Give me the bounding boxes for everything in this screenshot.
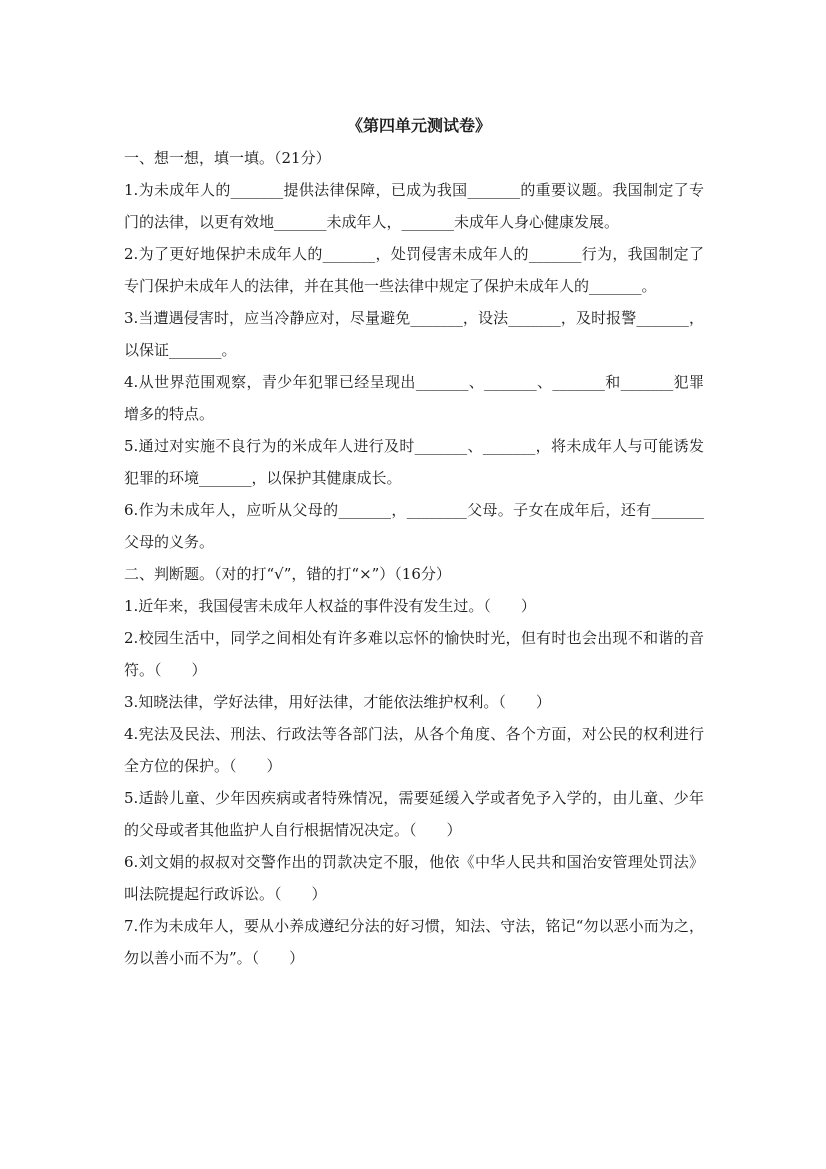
true-false-section xyxy=(124,558,704,974)
fill-in-question-1: 1.为未成年人的_______提供法律保障，已成为我国_______的重要议题。我国制定了专门的法律，以更有效地_______未成年人，_______未成年人身心健康发展。 xyxy=(124,181,704,231)
true-false-question-2: 2.校园生活中，同学之间相处有许多难以忘怀的愉快时光，但有时也会出现不和谐的音符。（ ） xyxy=(124,629,704,679)
fill-in-question-4: 4.从世界范围观察，青少年犯罪已经呈现出_______、_______、_______和_______犯罪增多的特点。 xyxy=(124,373,704,423)
true-false-question-5: 5.适龄儿童、少年因疾病或者特殊情况，需要延缓入学或者免予入学的，由儿童、少年的父母或者其他监护人自行根据情况决定。（ ） xyxy=(124,789,704,839)
true-false-question-1: 1.近年来，我国侵害未成年人权益的事件没有发生过。（ ） xyxy=(124,597,536,615)
true-false-section-heading: 二、判断题。（对的打“√”，错的打“×”）（16分） xyxy=(124,565,451,583)
fill-in-question-5: 5.通过对实施不良行为的米成年人进行及时_______、_______，将未成年人与可能诱发犯罪的环境_______，以保护其健康成长。 xyxy=(124,437,704,487)
fill-in-question-6: 6.作为未成年人，应听从父母的_______，________父母。子女在成年后，还有_______父母的义务。 xyxy=(124,501,704,551)
true-false-question-4: 4.宪法及民法、刑法、行政法等各部门法，从各个角度、各个方面，对公民的权利进行全方位的保护。（ ） xyxy=(124,725,704,775)
fill-in-question-2: 2.为了更好地保护未成年人的_______，处罚侵害未成年人的_______行为，我国制定了专门保护未成年人的法律，并在其他一些法律中规定了保护未成年人的_______。 xyxy=(124,245,704,295)
exam-page xyxy=(124,114,704,974)
fill-in-question-3: 3.当遭遇侵害时，应当冷静应对，尽量避免_______，设法_______，及时报警_______，以保证_______。 xyxy=(124,309,704,359)
fill-in-section-heading: 一、想一想，填一填。（21分） xyxy=(124,149,331,167)
true-false-question-6: 6.刘文娟的叔叔对交警作出的罚款决定不服，他依《中华人民共和国治安管理处罚法》叫法院提起行政诉讼。（ ） xyxy=(124,853,704,903)
true-false-question-7: 7.作为未成年人，要从小养成遵纪分法的好习惯，知法、守法，铭记“勿以恶小而为之，勿以善小而不为”。（ ） xyxy=(124,917,704,967)
fill-in-section xyxy=(124,142,704,558)
true-false-question-3: 3.知晓法律，学好法律，用好法律，才能依法维护权利。（ ） xyxy=(124,693,551,711)
page-title: 《第四单元测试卷》 xyxy=(346,116,491,135)
